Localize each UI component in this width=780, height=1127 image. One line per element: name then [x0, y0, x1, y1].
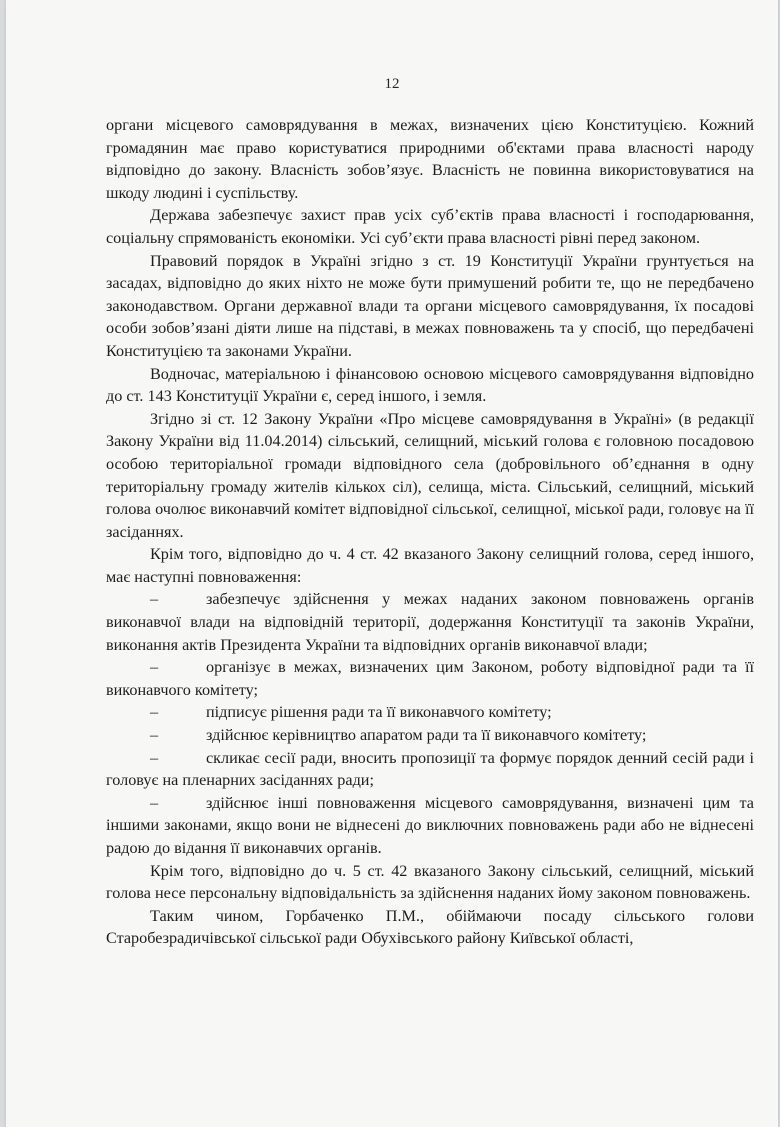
- list-item: [106, 588, 754, 656]
- paragraph: Згідно зі ст. 12 Закону України «Про місцеве самоврядування в Україні» (в редакції Закону України від 11.04.2014) сільський, селищний, міський голова є головною посадовою особою територіальної громади відповідного села (добровільного об’єднання в одну територіальну громаду жителів кількох сіл), селища, міста. Сільський, селищний, міський голова очолює виконавчий комітет відповідної сільської, селищної, міської ради, головує на її засіданнях.: [106, 409, 754, 541]
- list-item-text: організує в межах, визначених цим Законом, роботу відповідної ради та її виконавчого комітету;: [106, 658, 754, 699]
- list-item-text: забезпечує здійснення у межах наданих законом повноважень органів виконавчої влади на відповідній території, додержання Конституції та законів України, виконання актів Президента України та відповідних органів виконавчої влади;: [106, 590, 754, 654]
- paragraph: Правовий порядок в Україні згідно з ст. 19 Конституції України грунтується на засадах, відповідно до яких ніхто не може бути примушений робити те, що не передбачено законодавством. Органи державної влади та органи місцевого самоврядування, їх посадові особи зобов’язані діяти лише на підставі, в межах повноважень та у спосіб, що передбачені Конституцією та законами України.: [106, 251, 754, 360]
- list-item-text: підписує рішення ради та її виконавчого комітету;: [206, 703, 552, 722]
- dash-marker: –: [150, 793, 159, 812]
- page-number: 12: [384, 76, 400, 92]
- paragraph: Держава забезпечує захист прав усіх суб’єктів права власності і господарювання, соціальну спрямованість економіки. Усі суб’єкти права власності рівні перед законом.: [106, 206, 754, 247]
- dash-marker: –: [150, 726, 159, 745]
- list-item-text: здійснює керівництво апаратом ради та її виконавчого комітету;: [206, 726, 647, 745]
- paragraph: Водночас, матеріальною і фінансовою основою місцевого самоврядування відповідно до ст. 143 Конституції України є, серед іншого, і земля.: [106, 364, 754, 406]
- paragraph: Крім того, відповідно до ч. 5 ст. 42 вказаного Закону сільський, селищний, міський голова несе персональну відповідальність за здійснення наданих йому законом повноважень.: [106, 861, 754, 903]
- paragraph: Крім того, відповідно до ч. 4 ст. 42 вказаного Закону селищний голова, серед іншого, має наступні повноваження:: [106, 545, 754, 586]
- list-item: [106, 724, 754, 747]
- dash-marker: –: [150, 658, 159, 677]
- dash-marker: –: [150, 703, 159, 722]
- list-item: [106, 747, 754, 792]
- list-item: [106, 792, 754, 860]
- list-item: [106, 656, 754, 701]
- dash-marker: –: [150, 590, 159, 609]
- list-item: [106, 701, 754, 724]
- list-item-text: скликає сесії ради, вносить пропозиції та формує порядок денний сесій ради і головує на пленарних засіданнях ради;: [106, 748, 754, 790]
- list-item-text: здійснює інші повноваження місцевого самоврядування, визначені цим та іншими законами, якщо вони не віднесені до виключних повноважень ради або не віднесені радою до відання її виконавчих органів.: [106, 793, 754, 857]
- paragraph: органи місцевого самоврядування в межах, визначених цією Конституцією. Кожний громадянин має право користуватися природними об'єктами права власності народу відповідно до закону. Власність зобов’язує. Власність не повинна використовуватися на шкоду людині і суспільству.: [106, 116, 754, 202]
- document-page: [6, 0, 778, 1127]
- dash-marker: –: [150, 748, 159, 767]
- document-body: [106, 114, 754, 950]
- paragraph: Таким чином, Горбаченко П.М., обіймаючи посаду сільського голови Старобезрадичівської сільської ради Обухівського району Київської області,: [106, 906, 754, 948]
